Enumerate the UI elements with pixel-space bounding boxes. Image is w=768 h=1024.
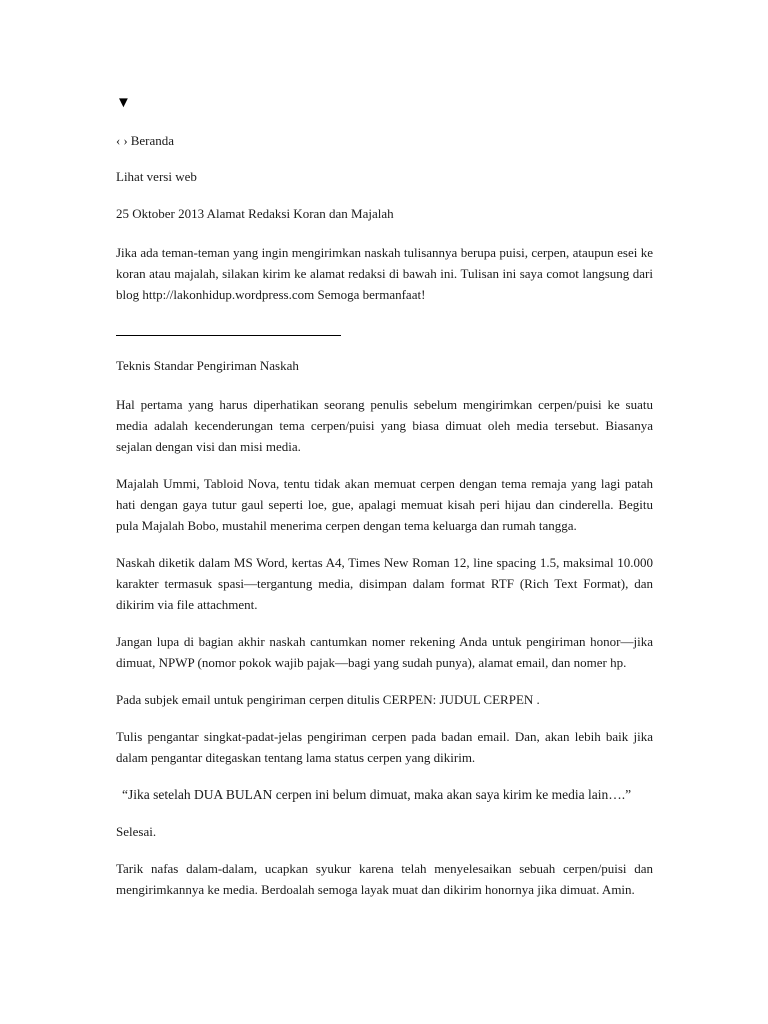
post-title: Alamat Redaksi Koran dan Majalah (206, 206, 394, 221)
paragraph-3: Naskah diketik dalam MS Word, kertas A4, Times New Roman 12, line spacing 1.5, maksimal 10.000 karakter termasuk spasi—tergantung media, disimpan dalam format RTF (Rich Text Format), dan dikirim via file attachment. (116, 555, 653, 612)
post-header (116, 205, 653, 223)
paragraph-2: Majalah Ummi, Tabloid Nova, tentu tidak akan memuat cerpen dengan tema remaja yang lagi patah hati dengan gaya tutur gaul seperti loe, gue, apalagi memuat kisah peri hijau dan cinderella. Begitu pula Majalah Bobo, mustahil menerima cerpen dengan tema keluarga dan rumah tangga. (116, 476, 653, 533)
section-title: Teknis Standar Pengiriman Naskah (116, 358, 299, 373)
done-paragraph: Selesai. (116, 824, 157, 839)
menu-triangle-icon[interactable]: ▼ (116, 95, 131, 111)
next-post-link[interactable]: › (123, 133, 128, 148)
post-date: 25 Oktober 2013 (116, 206, 205, 221)
paragraph-1: Hal pertama yang harus diperhatikan seorang penulis sebelum mengirimkan cerpen/puisi ke suatu media adalah kecenderungan tema cerpen/puisi yang biasa dimuat oleh media tersebut. Biasanya sejalan dengan visi dan misi media. (116, 397, 653, 454)
divider (116, 321, 653, 343)
paragraph-5: Pada subjek email untuk pengiriman cerpen ditulis CERPEN: JUDUL CERPEN . (116, 692, 540, 707)
home-link[interactable]: Beranda (130, 133, 174, 148)
document-page (116, 92, 653, 916)
closing-paragraph: Tarik nafas dalam-dalam, ucapkan syukur karena telah menyelesaikan sebuah cerpen/puisi dan mengirimkannya ke media. Berdoalah semoga layak muat dan dikirim honornya jika dimuat. Amin. (116, 861, 653, 897)
nav-bar (116, 132, 653, 150)
prev-post-link[interactable]: ‹ (116, 133, 121, 148)
paragraph-4: Jangan lupa di bagian akhir naskah cantumkan nomer rekening Anda untuk pengiriman honor—jika dimuat, NPWP (nomor pokok wajib pajak—bagi yang sudah punya), alamat email, dan nomer hp. (116, 634, 653, 670)
paragraph-6: Tulis pengantar singkat-padat-jelas pengiriman cerpen pada badan email. Dan, akan lebih baik jika dalam pengantar ditegaskan tentang lama status cerpen yang dikirim. (116, 729, 653, 765)
quote-paragraph: “Jika setelah DUA BULAN cerpen ini belum dimuat, maka akan saya kirim ke media lain….” (122, 787, 632, 802)
intro-paragraph: Jika ada teman-teman yang ingin mengirimkan naskah tulisannya berupa puisi, cerpen, ataupun esei ke koran atau majalah, silakan kirim ke alamat redaksi di bawah ini. Tulisan ini saya comot langsung dari blog http://lakonhidup.wordpress.com Semoga bermanfaat! (116, 245, 653, 302)
web-version-link[interactable]: Lihat versi web (116, 169, 197, 184)
